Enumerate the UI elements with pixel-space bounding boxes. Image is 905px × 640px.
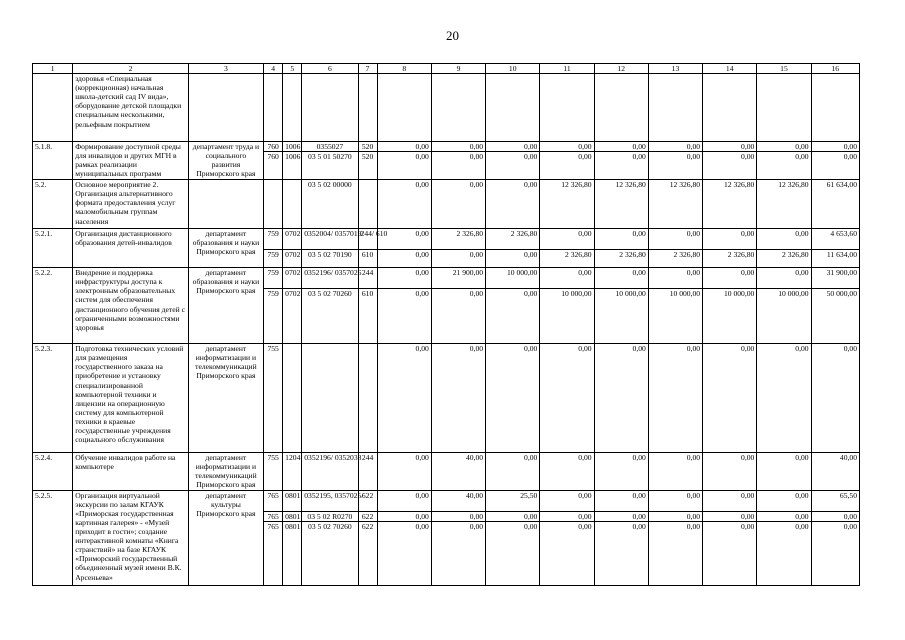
value-cell: 2 326,80 <box>757 250 811 268</box>
table-row <box>33 180 860 229</box>
value-cell: 0,00 <box>377 268 431 289</box>
value-cell: 10 000,00 <box>540 289 594 344</box>
header-cell: 6 <box>302 64 358 74</box>
value-cell: 12 326,80 <box>757 180 811 229</box>
value-cell: 765 <box>264 511 283 521</box>
value-cell: 622 <box>358 490 377 511</box>
responsible-executor: департамент культуры Приморского края <box>188 490 263 585</box>
row-number: 5.2.3. <box>33 344 73 453</box>
row-number: 5.2.2. <box>33 268 73 344</box>
value-cell: 0,00 <box>377 142 431 152</box>
table-row <box>33 453 860 490</box>
value-cell: 61 634,00 <box>811 180 859 229</box>
value-cell: 622 <box>358 511 377 521</box>
value-cell: 0,00 <box>811 152 859 180</box>
value-cell: 0,00 <box>757 490 811 511</box>
value-cell: 0,00 <box>594 511 648 521</box>
responsible-executor: департамент информатизации и телекоммуникаций Приморского края <box>188 453 263 490</box>
responsible-executor <box>188 180 263 229</box>
value-cell: 0702 <box>283 289 302 344</box>
value-cell: 755 <box>264 453 283 490</box>
activity-name: Организация дистанционного образования детей-инвалидов <box>73 229 189 268</box>
value-cell: 759 <box>264 229 283 250</box>
value-cell: 0,00 <box>540 152 594 180</box>
row-number: 5.2.5. <box>33 490 73 585</box>
value-cell: 40,00 <box>431 490 485 511</box>
value-cell: 0,00 <box>757 511 811 521</box>
value-cell: 0,00 <box>703 152 757 180</box>
responsible-executor: департамент образования и науки Приморского края <box>188 229 263 268</box>
value-cell: 1006 <box>283 142 302 152</box>
value-cell: 0,00 <box>811 142 859 152</box>
value-cell: 50 000,00 <box>811 289 859 344</box>
empty-cell <box>703 74 757 142</box>
header-cell: 15 <box>757 64 811 74</box>
value-cell: 0,00 <box>540 490 594 511</box>
value-cell: 0,00 <box>486 521 540 585</box>
empty-cell <box>431 74 485 142</box>
value-cell <box>264 180 283 229</box>
value-cell: 520 <box>358 142 377 152</box>
value-cell: 0,00 <box>594 268 648 289</box>
value-cell: 0,00 <box>811 511 859 521</box>
value-cell: 0,00 <box>648 511 702 521</box>
value-cell: 759 <box>264 289 283 344</box>
value-cell: 1006 <box>283 152 302 180</box>
value-cell: 0,00 <box>431 180 485 229</box>
value-cell: 12 326,80 <box>648 180 702 229</box>
header-cell: 5 <box>283 64 302 74</box>
header-cell: 2 <box>73 64 189 74</box>
value-cell: 0352004/ 0357019/ <box>302 229 358 250</box>
value-cell: 0702 <box>283 229 302 250</box>
value-cell: 0,00 <box>703 511 757 521</box>
header-cell: 4 <box>264 64 283 74</box>
value-cell: 765 <box>264 490 283 511</box>
empty-cell <box>377 74 431 142</box>
value-cell: 12 326,80 <box>540 180 594 229</box>
value-cell: 0,00 <box>703 490 757 511</box>
value-cell: 03 5 02 R0270 <box>302 511 358 521</box>
value-cell: 0801 <box>283 521 302 585</box>
value-cell: 0,00 <box>486 250 540 268</box>
value-cell: 0,00 <box>377 490 431 511</box>
row-number: 5.1.8. <box>33 142 73 180</box>
value-cell <box>358 344 377 453</box>
value-cell: 0,00 <box>594 453 648 490</box>
value-cell: 0,00 <box>540 344 594 453</box>
value-cell: 0,00 <box>540 521 594 585</box>
value-cell: 244/ 610 <box>358 229 377 250</box>
value-cell: 0,00 <box>540 229 594 250</box>
value-cell: 0,00 <box>703 268 757 289</box>
value-cell: 0,00 <box>377 344 431 453</box>
empty-cell <box>594 74 648 142</box>
value-cell: 0,00 <box>648 229 702 250</box>
value-cell <box>283 344 302 453</box>
value-cell: 25,50 <box>486 490 540 511</box>
value-cell: 10 000,00 <box>486 268 540 289</box>
value-cell: 0,00 <box>377 229 431 250</box>
responsible-executor: департамент труда и социального развития Приморского края <box>188 142 263 180</box>
value-cell: 0702 <box>283 250 302 268</box>
value-cell: 0352196/ 0357026 <box>302 268 358 289</box>
value-cell: 0,00 <box>431 511 485 521</box>
value-cell: 0,00 <box>377 180 431 229</box>
budget-table <box>32 63 860 586</box>
value-cell: 0,00 <box>648 152 702 180</box>
row-number: 5.2.4. <box>33 453 73 490</box>
value-cell: 0,00 <box>594 229 648 250</box>
value-cell: 760 <box>264 142 283 152</box>
value-cell: 03 5 02 00000 <box>302 180 358 229</box>
activity-name: Организация виртуальной экскурсии по залам КГАУК «Приморская государственная картинная галерея» - «Музей приходит в гости»; создание интерактивной комнаты «Книга странствий» на базе КГАУК «Приморский государственный объединенный музей имени В.К. Арсеньева» <box>73 490 189 585</box>
value-cell: 0,00 <box>377 453 431 490</box>
value-cell: 03 5 01 50270 <box>302 152 358 180</box>
value-cell: 0,00 <box>703 344 757 453</box>
header-cell: 12 <box>594 64 648 74</box>
empty-cell <box>302 74 358 142</box>
value-cell: 0,00 <box>486 180 540 229</box>
value-cell: 2 326,80 <box>431 229 485 250</box>
value-cell: 755 <box>264 344 283 453</box>
value-cell: 765 <box>264 521 283 585</box>
value-cell: 31 900,00 <box>811 268 859 289</box>
value-cell: 0,00 <box>486 453 540 490</box>
header-cell: 16 <box>811 64 859 74</box>
value-cell: 0,00 <box>757 229 811 250</box>
empty-cell <box>358 74 377 142</box>
value-cell <box>302 344 358 453</box>
value-cell: 0801 <box>283 511 302 521</box>
value-cell: 0,00 <box>757 142 811 152</box>
value-cell: 0,00 <box>431 250 485 268</box>
value-cell <box>283 180 302 229</box>
empty-cell <box>540 74 594 142</box>
value-cell: 0,00 <box>431 289 485 344</box>
header-cell: 7 <box>358 64 377 74</box>
value-cell: 0,00 <box>811 344 859 453</box>
value-cell: 0,00 <box>486 344 540 453</box>
value-cell: 520 <box>358 152 377 180</box>
value-cell: 0,00 <box>431 344 485 453</box>
value-cell: 2 326,80 <box>703 250 757 268</box>
value-cell: 0,00 <box>594 152 648 180</box>
value-cell: 03 5 02 70190 <box>302 250 358 268</box>
empty-cell <box>648 74 702 142</box>
empty-cell <box>283 74 302 142</box>
value-cell: 1204 <box>283 453 302 490</box>
value-cell: 244 <box>358 268 377 289</box>
value-cell: 0,00 <box>648 490 702 511</box>
page-number: 20 <box>446 28 459 43</box>
header-cell: 14 <box>703 64 757 74</box>
value-cell: 0,00 <box>431 521 485 585</box>
value-cell: 0,00 <box>703 521 757 585</box>
value-cell: 0,00 <box>431 152 485 180</box>
value-cell: 0,00 <box>486 142 540 152</box>
header-cell: 8 <box>377 64 431 74</box>
empty-cell <box>486 74 540 142</box>
header-cell: 13 <box>648 64 702 74</box>
activity-name: Внедрение и поддержка инфраструктуры доступа к электронным образовательных систем для обеспечения дистанционного обучения детей с ограниченными возможностями здоровья <box>73 268 189 344</box>
value-cell: 0702 <box>283 268 302 289</box>
value-cell: 759 <box>264 268 283 289</box>
value-cell: 0355027 <box>302 142 358 152</box>
activity-name: Основное мероприятие 2. Организация альтернативного формата предоставления услуг маломобильным группам населения <box>73 180 189 229</box>
table-row <box>33 142 860 152</box>
value-cell: 0,00 <box>594 142 648 152</box>
value-cell: 03 5 02 70260 <box>302 289 358 344</box>
value-cell: 0,00 <box>431 142 485 152</box>
header-cell: 11 <box>540 64 594 74</box>
header-cell: 10 <box>486 64 540 74</box>
table-row <box>33 268 860 289</box>
value-cell: 10 000,00 <box>648 289 702 344</box>
value-cell: 0,00 <box>648 521 702 585</box>
value-cell: 0,00 <box>377 152 431 180</box>
value-cell: 0,00 <box>540 453 594 490</box>
value-cell: 2 326,80 <box>486 229 540 250</box>
value-cell: 0352195, 0357025/ <box>302 490 358 511</box>
value-cell: 759 <box>264 250 283 268</box>
empty-cell <box>264 74 283 142</box>
empty-cell <box>757 74 811 142</box>
activity-name: Подготовка технических условий для размещения государственного заказа на приобретение и установку специализированной компьютерной техники и лицензии на операционную систему для компьютерной техники в краевые государственные учреждения социального обслуживания <box>73 344 189 453</box>
value-cell: 0,00 <box>377 250 431 268</box>
value-cell: 12 326,80 <box>703 180 757 229</box>
value-cell: 0,00 <box>594 521 648 585</box>
value-cell: 610 <box>358 250 377 268</box>
value-cell: 0,00 <box>757 152 811 180</box>
value-cell: 0352196/ 0352038 <box>302 453 358 490</box>
value-cell: 2 326,80 <box>594 250 648 268</box>
value-cell: 40,00 <box>431 453 485 490</box>
value-cell: 622 <box>358 521 377 585</box>
value-cell: 0,00 <box>811 521 859 585</box>
table-row <box>33 74 860 142</box>
value-cell: 2 326,80 <box>648 250 702 268</box>
value-cell: 0,00 <box>703 229 757 250</box>
value-cell: 4 653,60 <box>811 229 859 250</box>
value-cell: 0,00 <box>540 268 594 289</box>
value-cell: 0,00 <box>377 521 431 585</box>
activity-name: Обучение инвалидов работе на компьютере <box>73 453 189 490</box>
empty-cell <box>811 74 859 142</box>
value-cell: 0,00 <box>540 142 594 152</box>
value-cell: 0,00 <box>594 344 648 453</box>
value-cell: 0,00 <box>757 453 811 490</box>
value-cell: 0,00 <box>594 490 648 511</box>
value-cell: 0,00 <box>486 511 540 521</box>
value-cell: 0,00 <box>703 142 757 152</box>
value-cell: 244 <box>358 453 377 490</box>
table-row <box>33 344 860 453</box>
value-cell: 0801 <box>283 490 302 511</box>
value-cell: 10 000,00 <box>703 289 757 344</box>
value-cell: 10 000,00 <box>757 289 811 344</box>
value-cell: 0,00 <box>540 511 594 521</box>
value-cell: 760 <box>264 152 283 180</box>
value-cell: 0,00 <box>648 142 702 152</box>
empty-cell <box>188 74 263 142</box>
value-cell: 0,00 <box>486 289 540 344</box>
value-cell: 0,00 <box>377 511 431 521</box>
value-cell: 21 900,00 <box>431 268 485 289</box>
num-cell <box>33 74 73 142</box>
name-cell: здоровья «Специальная (коррекционная) начальная школа-детский сад IV вида», оборудование детской площадки специальным несколькими, рельефным покрытием <box>73 74 189 142</box>
row-number: 5.2.1. <box>33 229 73 268</box>
value-cell: 0,00 <box>377 289 431 344</box>
value-cell: 11 634,00 <box>811 250 859 268</box>
value-cell: 40,00 <box>811 453 859 490</box>
responsible-executor: департамент информатизации и телекоммуникаций Приморского края <box>188 344 263 453</box>
value-cell: 0,00 <box>486 152 540 180</box>
value-cell: 65,50 <box>811 490 859 511</box>
value-cell: 610 <box>358 289 377 344</box>
row-number: 5.2. <box>33 180 73 229</box>
value-cell: 2 326,80 <box>540 250 594 268</box>
value-cell: 0,00 <box>648 268 702 289</box>
value-cell: 0,00 <box>648 344 702 453</box>
value-cell: 12 326,80 <box>594 180 648 229</box>
header-cell: 9 <box>431 64 485 74</box>
header-cell: 3 <box>188 64 263 74</box>
value-cell <box>358 180 377 229</box>
value-cell: 0,00 <box>757 344 811 453</box>
value-cell: 0,00 <box>648 453 702 490</box>
responsible-executor: департамент образования и науки Приморского края <box>188 268 263 344</box>
table-row <box>33 229 860 250</box>
value-cell: 10 000,00 <box>594 289 648 344</box>
table-row <box>33 490 860 511</box>
value-cell: 0,00 <box>757 268 811 289</box>
header-row <box>33 64 860 74</box>
header-cell: 1 <box>33 64 73 74</box>
value-cell: 03 5 02 70260 <box>302 521 358 585</box>
activity-name: Формирование доступной среды для инвалидов и других МГН в рамках реализации муниципальных программ <box>73 142 189 180</box>
value-cell: 0,00 <box>757 521 811 585</box>
value-cell: 0,00 <box>703 453 757 490</box>
